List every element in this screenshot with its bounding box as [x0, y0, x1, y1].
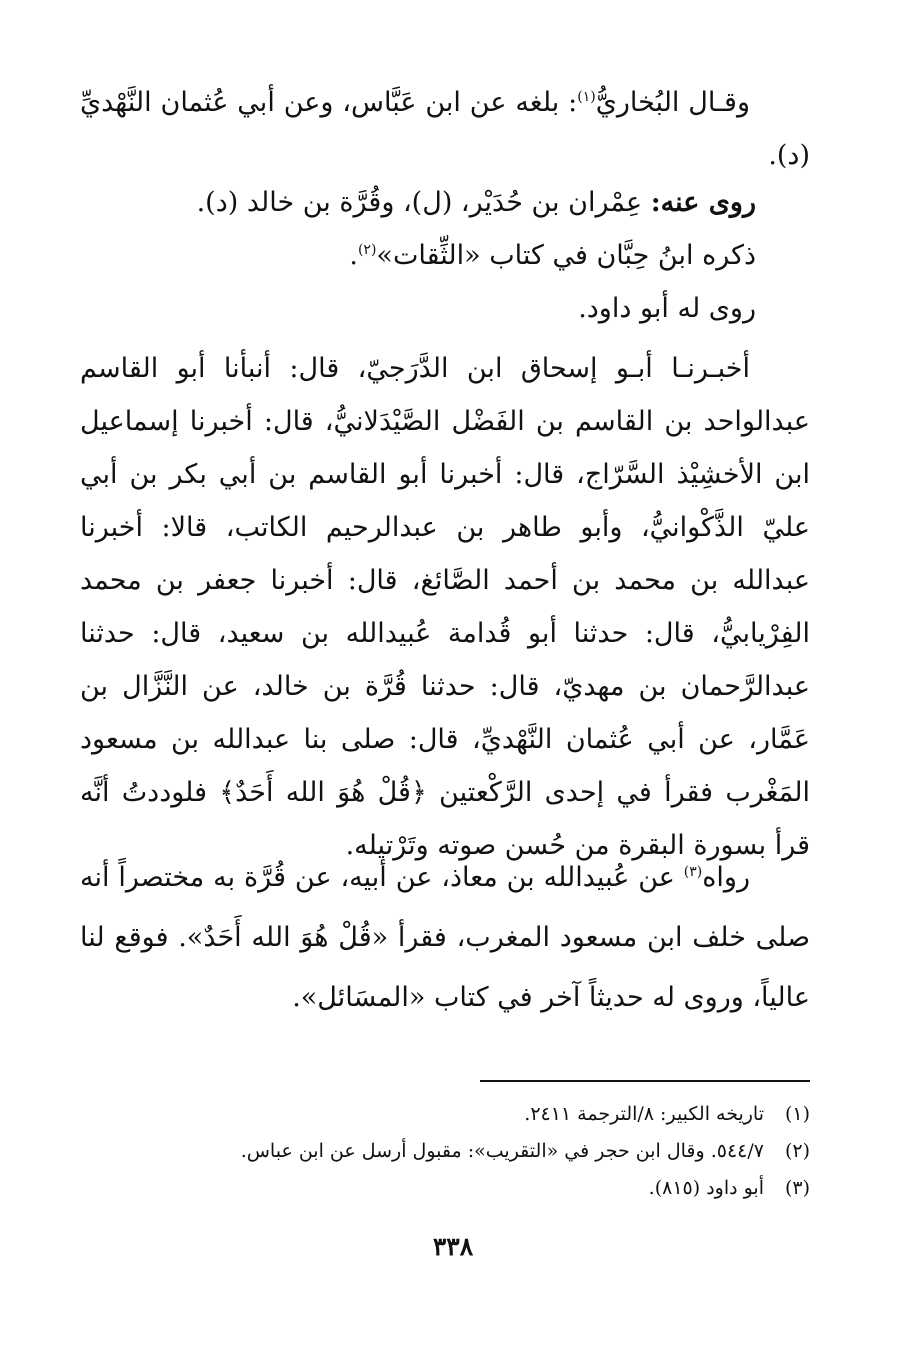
footnote-text: تاريخه الكبير: ٨/الترجمة ٢٤١١. — [524, 1103, 764, 1125]
footnote-number: (٢) — [784, 1140, 810, 1162]
footnote-ref-1: (١) — [577, 89, 596, 105]
ibn-hibban-line — [80, 229, 756, 282]
footnotes — [80, 1096, 810, 1207]
footnote-2 — [80, 1133, 810, 1170]
footnote-ref-2: (٢) — [357, 242, 377, 258]
footnote-text: أبو داود (٨١٥). — [648, 1177, 764, 1199]
abu-dawud-line: روى له أبو داود. — [578, 293, 756, 324]
riwaya-prefix: رواه — [702, 862, 750, 893]
narrators-line — [80, 176, 756, 229]
hadith-paragraph — [80, 342, 810, 872]
bukhari-quote: وقـال البُخاريُّ — [595, 87, 750, 118]
narrators-section — [80, 176, 756, 335]
page-number: ٣٣٨ — [432, 1232, 474, 1261]
footnote-ref-3: (٣) — [683, 864, 703, 880]
footnote-number: (١) — [784, 1103, 810, 1125]
riwaya-paragraph — [80, 848, 810, 1028]
ibn-hibban-end: . — [349, 240, 358, 271]
bukhari-rest: : بلغه عن ابن عَبَّاس، وعن أبي عُثمان النَّهْديِّ (د). — [80, 87, 810, 171]
hadith-text: أخبـرنـا أبـو إسحاق ابن الدَّرَجيّ، قال: أنبأنا أبو القاسم عبدالواحد بن القاسم بن الفَضْل الصَّيْدَلانيُّ، قال: أخبرنا إسماعيل ابن الأخشِيْذ السَّرّاج، قال: أخبرنا أبو القاسم بن أبي بكر بن أبي عليّ الذَّكْوانيُّ، وأبو طاهر بن عبدالرحيم الكاتب، قالا: أخبرنا عبدالله بن محمد بن أحمد الصَّائغ، قال: أخبرنا جعفر بن محمد الفِرْيابيُّ، قال: حدثنا أبو قُدامة عُبيدالله بن سعيد، قال: حدثنا عبدالرَّحمان بن مهديّ، قال: حدثنا قُرَّة بن خالد، عن النَّزَّال بن عَمَّار، عن أبي عُثمان النَّهْديِّ، قال: صلى بنا عبدالله بن مسعود المَغْرب فقرأ في إحدى الرَّكْعتين ﴿قُلْ هُوَ الله أَحَدٌ﴾ فلوددتُ أنَّه قرأ بسورة البقرة من حُسن صوته وتَرْتيله. — [80, 353, 810, 861]
narrators-label: روى عنه: — [650, 187, 756, 218]
narrators-text: عِمْران بن حُدَيْر، (ل)، وقُرَّة بن خالد (د). — [196, 187, 651, 218]
ibn-hibban-text: ذكره ابنُ حِبَّان في كتاب «الثِّقات» — [376, 240, 756, 271]
footnote-separator — [480, 1080, 810, 1082]
riwaya-text: عن عُبيدالله بن معاذ، عن أبيه، عن قُرَّة به مختصراً أنه صلى خلف ابن مسعود المغرب، فقرأ «قُلْ هُوَ الله أَحَدٌ». فوقع لنا عالياً، وروى له حديثاً آخر في كتاب «المسَائل». — [80, 862, 810, 1013]
footnote-text: ٥٤٤/٧. وقال ابن حجر في «التقريب»: مقبول أرسل عن ابن عباس. — [240, 1140, 764, 1162]
footnote-3 — [80, 1170, 810, 1207]
bukhari-paragraph — [80, 76, 810, 182]
footnote-1 — [80, 1096, 810, 1133]
footnote-number: (٣) — [784, 1177, 810, 1199]
